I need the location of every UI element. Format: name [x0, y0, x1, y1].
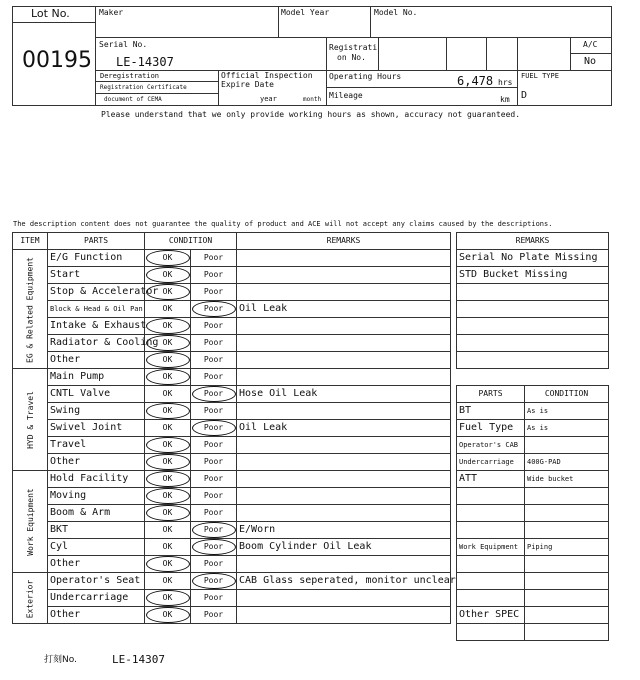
condition-poor: Poor	[203, 508, 224, 517]
disclaimer: The description content does not guarantee the quality of product and ACE will not accept any claims caused by the descriptions.	[13, 220, 553, 228]
list-item	[457, 301, 609, 318]
condition-poor-selected: Poor	[194, 390, 234, 398]
condition-poor: Poor	[203, 321, 224, 330]
condition-ok-cell	[145, 335, 191, 352]
remark-text	[457, 318, 609, 335]
condition-poor-cell	[191, 386, 237, 403]
parts-name	[457, 556, 525, 573]
table-row	[457, 505, 609, 522]
condition-poor: Poor	[203, 440, 224, 449]
parts-name: Work Equipment	[457, 539, 525, 556]
operating-hours-value: 6,478	[457, 74, 494, 88]
group-label: HYD & Travel	[25, 391, 35, 449]
parts-condition	[525, 607, 609, 624]
list-item	[457, 318, 609, 335]
remark-cell	[237, 488, 451, 505]
remark-cell: E/Worn	[237, 522, 451, 539]
table-row	[457, 420, 609, 437]
remark-cell	[237, 267, 451, 284]
condition-ok-cell	[145, 369, 191, 386]
condition-poor: Poor	[203, 610, 224, 619]
condition-ok-selected: OK	[148, 339, 188, 347]
condition-poor-cell	[191, 301, 237, 318]
condition-poor-cell	[191, 403, 237, 420]
stamp-label: 打刻No.	[44, 655, 77, 665]
remark-cell: Boom Cylinder Oil Leak	[237, 539, 451, 556]
part-cell: Swivel Joint	[48, 420, 145, 437]
table-row	[13, 284, 451, 301]
part-cell: Other	[48, 454, 145, 471]
remark-cell	[237, 318, 451, 335]
fuel-type-value: D	[521, 90, 528, 101]
condition-ok-cell	[145, 539, 191, 556]
table-row	[457, 454, 609, 471]
part-cell: Hold Facility	[48, 471, 145, 488]
condition-ok-cell	[145, 420, 191, 437]
condition-poor: Poor	[203, 372, 224, 381]
condition-ok-selected: OK	[148, 475, 188, 483]
group-label: Exterior	[25, 579, 35, 618]
lot-number: 00195	[22, 48, 92, 73]
table-row	[13, 318, 451, 335]
remark-cell	[237, 505, 451, 522]
condition-ok: OK	[162, 576, 173, 585]
fuel-type-label: FUEL TYPE	[521, 72, 559, 80]
table-row	[13, 556, 451, 573]
condition-ok-selected: OK	[148, 560, 188, 568]
serial-label: Serial No.	[99, 40, 148, 49]
condition-poor-cell	[191, 284, 237, 301]
condition-poor-cell	[191, 335, 237, 352]
condition-ok-cell	[145, 403, 191, 420]
parts-name: Other SPEC	[457, 607, 525, 624]
parts-condition: As is	[525, 420, 609, 437]
condition-poor-cell	[191, 573, 237, 590]
condition-ok: OK	[162, 542, 173, 551]
serial-value: LE-14307	[116, 55, 174, 69]
table-row	[13, 488, 451, 505]
condition-poor: Poor	[203, 406, 224, 415]
condition-ok-cell	[145, 471, 191, 488]
condition-ok-selected: OK	[148, 373, 188, 381]
registration-certificate-label: Registration Certificate	[100, 84, 187, 91]
condition-ok-cell	[145, 522, 191, 539]
condition-poor: Poor	[203, 287, 224, 296]
parts-condition	[525, 488, 609, 505]
table-row	[457, 522, 609, 539]
stamp-value: LE-14307	[112, 653, 165, 666]
condition-ok: OK	[162, 423, 173, 432]
part-cell: Main Pump	[48, 369, 145, 386]
header-parts: PARTS	[48, 233, 145, 250]
condition-ok-selected: OK	[148, 594, 188, 602]
remark-cell	[237, 284, 451, 301]
operating-hours-label: Operating Hours	[329, 72, 402, 81]
condition-ok-cell	[145, 488, 191, 505]
table-row	[457, 590, 609, 607]
model-no-label: Model No.	[374, 8, 418, 17]
km-label: km	[500, 95, 510, 104]
remark-cell: Oil Leak	[237, 420, 451, 437]
condition-poor-selected: Poor	[194, 577, 234, 585]
condition-ok-selected: OK	[148, 356, 188, 364]
condition-poor: Poor	[203, 491, 224, 500]
table-row	[13, 437, 451, 454]
part-cell: Undercarriage	[48, 590, 145, 607]
deregistration-label: Deregistration	[100, 72, 160, 80]
mileage-label: Mileage	[329, 91, 363, 100]
table-row	[13, 335, 451, 352]
parts-name	[457, 522, 525, 539]
condition-poor-cell	[191, 471, 237, 488]
condition-ok-selected: OK	[148, 458, 188, 466]
table-row	[457, 539, 609, 556]
maker-label: Maker	[99, 8, 124, 17]
parts-name	[457, 505, 525, 522]
table-row	[13, 267, 451, 284]
part-cell: Radiator & Cooling	[48, 335, 145, 352]
condition-ok-cell	[145, 607, 191, 624]
condition-poor: Poor	[203, 338, 224, 347]
condition-ok-cell	[145, 284, 191, 301]
remarks-header: REMARKS	[457, 233, 609, 250]
group-cell	[13, 471, 48, 573]
condition-poor-cell	[191, 250, 237, 267]
condition-poor-cell	[191, 590, 237, 607]
table-row	[13, 250, 451, 267]
condition-poor: Poor	[203, 270, 224, 279]
part-cell: Travel	[48, 437, 145, 454]
condition-poor-selected: Poor	[194, 424, 234, 432]
part-cell: Intake & Exhaust	[48, 318, 145, 335]
condition-ok-cell	[145, 437, 191, 454]
table-row	[457, 437, 609, 454]
inspection-label-1: Official Inspection	[221, 71, 313, 80]
list-item	[457, 335, 609, 352]
table-row	[457, 624, 609, 641]
remark-cell	[237, 369, 451, 386]
part-cell: BKT	[48, 522, 145, 539]
ac-label: A/C	[583, 40, 598, 49]
parts-name	[457, 590, 525, 607]
table-row	[13, 539, 451, 556]
parts-condition-header: CONDITION	[525, 386, 609, 403]
remark-cell	[237, 556, 451, 573]
parts-condition	[525, 437, 609, 454]
table-row	[13, 352, 451, 369]
parts-name: BT	[457, 403, 525, 420]
remark-cell	[237, 250, 451, 267]
parts-condition: 400G-PAD	[525, 454, 609, 471]
condition-poor-cell	[191, 318, 237, 335]
table-row	[457, 573, 609, 590]
list-item	[457, 267, 609, 284]
remark-text: STD Bucket Missing	[457, 267, 609, 284]
parts-header: PARTS	[457, 386, 525, 403]
condition-ok-selected: OK	[148, 271, 188, 279]
part-cell: Block & Head & Oil Pan	[48, 301, 145, 318]
part-cell: Cyl	[48, 539, 145, 556]
condition-ok-cell	[145, 250, 191, 267]
table-row	[13, 590, 451, 607]
condition-ok-cell	[145, 301, 191, 318]
lot-label: Lot No.	[31, 7, 70, 20]
part-cell: Other	[48, 352, 145, 369]
part-cell: Stop & Accelerator	[48, 284, 145, 301]
remark-cell	[237, 437, 451, 454]
condition-poor-cell	[191, 522, 237, 539]
registration-label-1: Registrati	[329, 43, 378, 52]
part-cell: CNTL Valve	[48, 386, 145, 403]
header-remarks: REMARKS	[237, 233, 451, 250]
parts-condition	[525, 522, 609, 539]
parts-condition: As is	[525, 403, 609, 420]
remark-cell	[237, 607, 451, 624]
table-row	[13, 471, 451, 488]
condition-ok-cell	[145, 556, 191, 573]
condition-poor: Poor	[203, 355, 224, 364]
part-cell: Start	[48, 267, 145, 284]
condition-ok-selected: OK	[148, 288, 188, 296]
list-item	[457, 352, 609, 369]
month-label: month	[303, 96, 322, 103]
remark-cell	[237, 454, 451, 471]
cema-document-label: document of CEMA	[104, 96, 162, 103]
table-row	[13, 386, 451, 403]
condition-table	[12, 232, 456, 624]
parts-name: Undercarriage	[457, 454, 525, 471]
hrs-label: hrs	[498, 78, 513, 87]
parts-condition: Piping	[525, 539, 609, 556]
parts-condition: Wide bucket	[525, 471, 609, 488]
remark-cell: Hose Oil Leak	[237, 386, 451, 403]
group-cell	[13, 573, 48, 624]
ac-value: No	[584, 56, 597, 67]
remark-text	[457, 284, 609, 301]
condition-poor-selected: Poor	[194, 526, 234, 534]
parts-name: ATT	[457, 471, 525, 488]
hours-notice: Please understand that we only provide working hours as shown, accuracy not guaranteed.	[101, 110, 521, 119]
part-cell: Other	[48, 607, 145, 624]
condition-poor: Poor	[203, 559, 224, 568]
model-year-label: Model Year	[281, 8, 330, 17]
group-cell	[13, 250, 48, 369]
registration-label-2: on No.	[337, 53, 366, 62]
remark-cell	[237, 403, 451, 420]
condition-poor-cell	[191, 488, 237, 505]
condition-poor-cell	[191, 505, 237, 522]
condition-poor-cell	[191, 352, 237, 369]
condition-ok-cell	[145, 590, 191, 607]
condition-ok-selected: OK	[148, 509, 188, 517]
list-item	[457, 250, 609, 267]
condition-poor-selected: Poor	[194, 305, 234, 313]
table-row	[13, 369, 451, 386]
parts-condition	[525, 573, 609, 590]
remark-text	[457, 301, 609, 318]
table-row	[13, 403, 451, 420]
condition-ok-selected: OK	[148, 492, 188, 500]
condition-ok-selected: OK	[148, 254, 188, 262]
condition-ok-cell	[145, 386, 191, 403]
table-row	[13, 505, 451, 522]
remark-text	[457, 352, 609, 369]
condition-ok: OK	[162, 525, 173, 534]
condition-poor: Poor	[203, 457, 224, 466]
condition-ok-selected: OK	[148, 441, 188, 449]
list-item	[457, 284, 609, 301]
parts-condition	[525, 590, 609, 607]
part-cell: Other	[48, 556, 145, 573]
condition-ok-selected: OK	[148, 407, 188, 415]
remark-cell	[237, 471, 451, 488]
parts-name: Fuel Type	[457, 420, 525, 437]
condition-ok-cell	[145, 573, 191, 590]
remark-cell	[237, 352, 451, 369]
condition-ok-cell	[145, 318, 191, 335]
group-label: EG & Related Equipment	[25, 256, 35, 363]
condition-poor-cell	[191, 420, 237, 437]
condition-poor: Poor	[203, 593, 224, 602]
inspection-label-2: Expire Date	[221, 80, 274, 89]
condition-poor-cell	[191, 454, 237, 471]
remark-text	[457, 335, 609, 352]
condition-poor-cell	[191, 369, 237, 386]
table-row	[13, 573, 451, 590]
part-cell: Moving	[48, 488, 145, 505]
parts-name	[457, 573, 525, 590]
condition-ok-cell	[145, 505, 191, 522]
part-cell: Swing	[48, 403, 145, 420]
parts-table	[456, 385, 609, 641]
condition-poor-cell	[191, 267, 237, 284]
condition-poor-cell	[191, 437, 237, 454]
condition-ok: OK	[162, 389, 173, 398]
condition-ok-selected: OK	[148, 322, 188, 330]
part-cell: Boom & Arm	[48, 505, 145, 522]
table-row	[13, 420, 451, 437]
condition-poor: Poor	[203, 253, 224, 262]
parts-name	[457, 624, 525, 641]
header-item: ITEM	[13, 233, 48, 250]
table-row	[13, 522, 451, 539]
table-row	[457, 556, 609, 573]
table-row	[13, 607, 451, 624]
condition-ok-selected: OK	[148, 611, 188, 619]
table-row	[13, 454, 451, 471]
table-row	[457, 403, 609, 420]
condition-poor-cell	[191, 556, 237, 573]
parts-condition	[525, 624, 609, 641]
condition-poor-cell	[191, 539, 237, 556]
parts-condition	[525, 505, 609, 522]
parts-name: Operator's CAB	[457, 437, 525, 454]
condition-poor: Poor	[203, 474, 224, 483]
condition-ok-cell	[145, 352, 191, 369]
parts-condition	[525, 556, 609, 573]
condition-poor-selected: Poor	[194, 543, 234, 551]
condition-ok-cell	[145, 267, 191, 284]
table-row	[457, 488, 609, 505]
remarks-table	[456, 232, 609, 369]
table-row	[457, 471, 609, 488]
table-row	[13, 301, 451, 318]
condition-ok: OK	[162, 304, 173, 313]
parts-name	[457, 488, 525, 505]
remark-cell	[237, 335, 451, 352]
year-label: year	[260, 95, 277, 103]
part-cell: Operator's Seat	[48, 573, 145, 590]
condition-table-header	[13, 233, 451, 250]
condition-ok-cell	[145, 454, 191, 471]
header-condition: CONDITION	[145, 233, 237, 250]
remark-cell: Oil Leak	[237, 301, 451, 318]
group-cell	[13, 369, 48, 471]
remark-cell: CAB Glass seperated, monitor unclear	[237, 573, 451, 590]
condition-poor-cell	[191, 607, 237, 624]
remark-text: Serial No Plate Missing	[457, 250, 609, 267]
table-row	[457, 607, 609, 624]
part-cell: E/G Function	[48, 250, 145, 267]
group-label: Work Equipment	[25, 488, 35, 556]
remark-cell	[237, 590, 451, 607]
